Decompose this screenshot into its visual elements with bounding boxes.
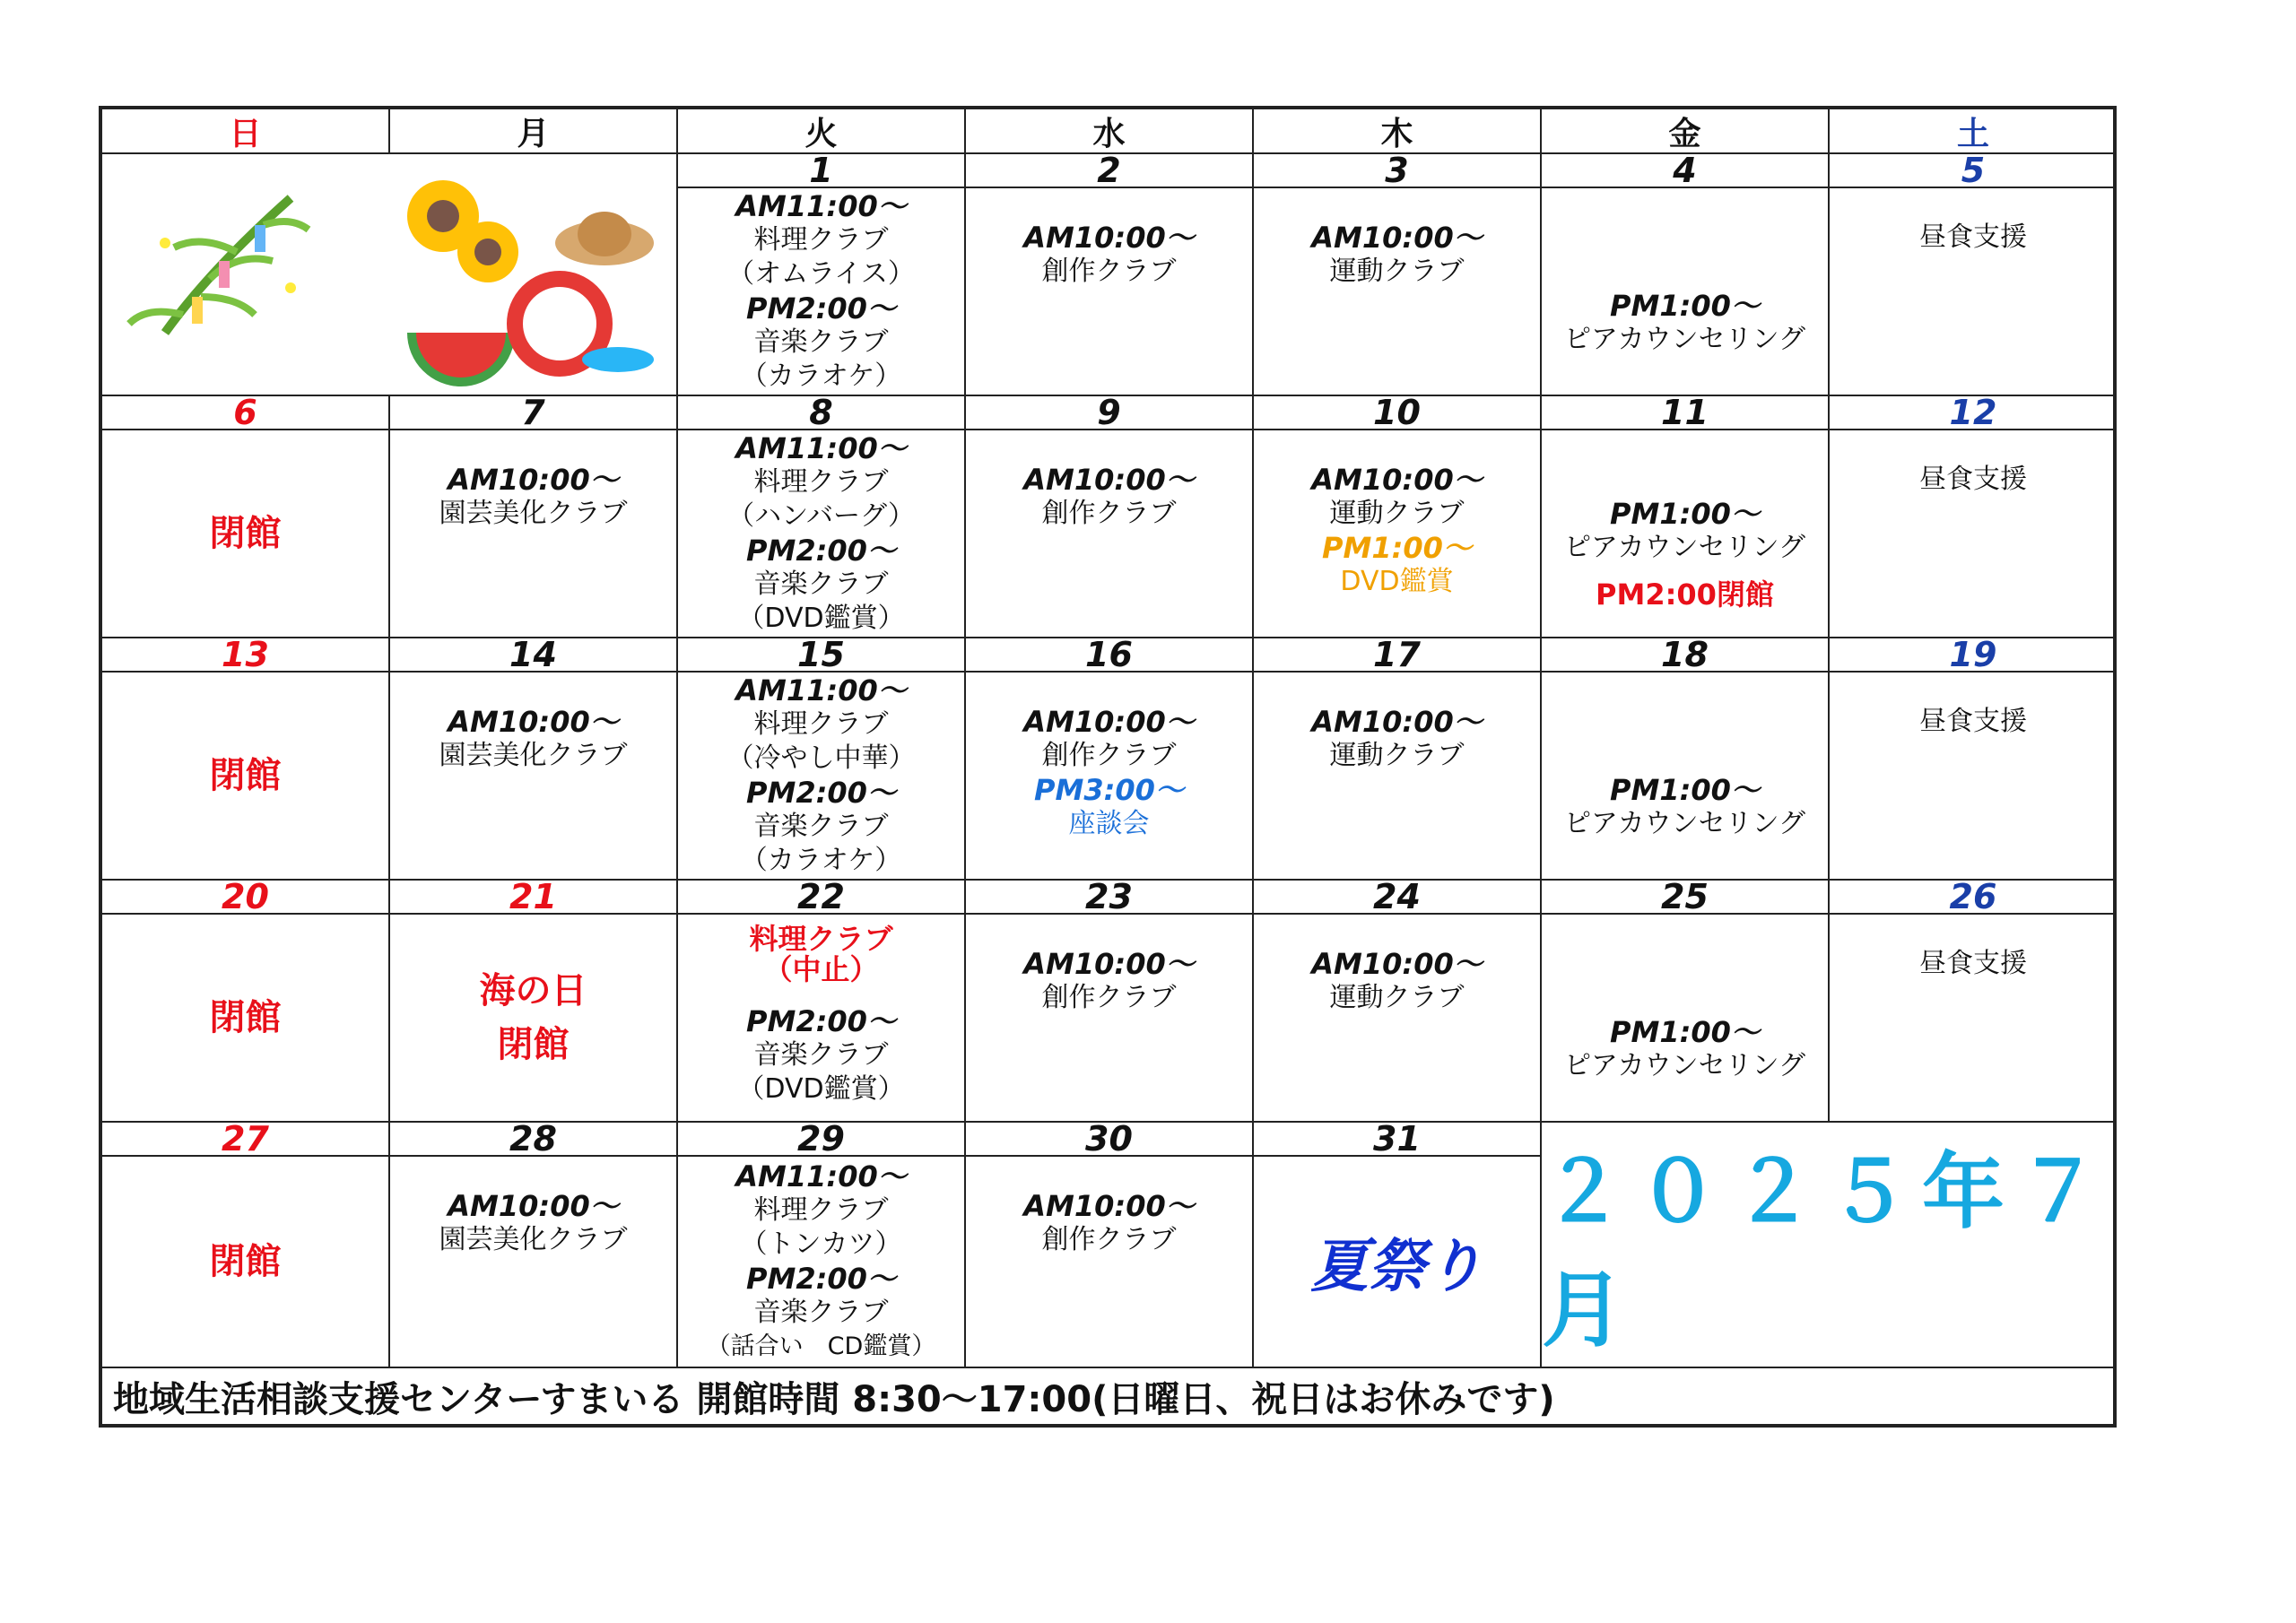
day-cell-5: 昼食支援: [1830, 188, 2117, 396]
day-number: 22: [678, 881, 966, 915]
weekday-wed: 水: [966, 109, 1254, 154]
day-cell-25: PM1:00～ ピアカウンセリング: [1542, 915, 1830, 1123]
day-number: 31: [1254, 1123, 1542, 1157]
day-cell-20: 閉館: [102, 915, 390, 1123]
day-cell-9: AM10:00～ 創作クラブ: [966, 430, 1254, 638]
day-number: 23: [966, 881, 1254, 915]
day-number: 26: [1830, 881, 2117, 915]
day-cell-22: 料理クラブ （中止） PM2:00～ 音楽クラブ （DVD鑑賞）: [678, 915, 966, 1123]
weekday-sun: 日: [102, 109, 390, 154]
day-number: 6: [102, 396, 390, 430]
day-number: 29: [678, 1123, 966, 1157]
day-cell-12: 昼食支援: [1830, 430, 2117, 638]
day-number: 4: [1542, 154, 1830, 188]
weekday-thu: 木: [1254, 109, 1542, 154]
day-cell-11: PM1:00～ ピアカウンセリング PM2:00閉館: [1542, 430, 1830, 638]
day-number: 2: [966, 154, 1254, 188]
weekday-mon: 月: [390, 109, 678, 154]
day-cell-4: PM1:00～ ピアカウンセリング: [1542, 188, 1830, 396]
day-number: 1: [678, 154, 966, 188]
day-cell-6: 閉館: [102, 430, 390, 638]
day-cell-16: AM10:00～ 創作クラブ PM3:00～ 座談会: [966, 673, 1254, 881]
day-number: 9: [966, 396, 1254, 430]
summer-sunflower-watermelon-icon: [407, 180, 654, 386]
day-number: 13: [102, 638, 390, 673]
day-number: 10: [1254, 396, 1542, 430]
tanabata-bamboo-icon: [129, 198, 309, 333]
day-cell-30: AM10:00～ 創作クラブ: [966, 1157, 1254, 1368]
day-cell-26: 昼食支援: [1830, 915, 2117, 1123]
day-cell-29: AM11:00～ 料理クラブ （トンカツ） PM2:00～ 音楽クラブ （話合い CD鑑賞）: [678, 1157, 966, 1368]
calendar: [99, 106, 2117, 1428]
day-cell-23: AM10:00～ 創作クラブ: [966, 915, 1254, 1123]
footer-opening-hours: 地域生活相談支援センターすまいる 開館時間 8:30～17:00(日曜日、祝日はお休みです): [102, 1367, 2113, 1424]
day-number: 24: [1254, 881, 1542, 915]
day-cell-31: [1254, 1157, 1542, 1368]
day-number: 17: [1254, 638, 1542, 673]
day-cell-1: AM11:00～ 料理クラブ （オムライス） PM2:00～ 音楽クラブ （カラオケ）: [678, 188, 966, 396]
summer-festival-label: 夏祭り: [1310, 1234, 1483, 1300]
weekday-fri: 金: [1542, 109, 1830, 154]
day-cell-2: AM10:00～ 創作クラブ: [966, 188, 1254, 396]
decoration-area: [102, 154, 678, 396]
month-title: ２０２５年７月: [1542, 1123, 2117, 1368]
day-number: 21: [390, 881, 678, 915]
day-cell-10: AM10:00～ 運動クラブ PM1:00～ DVD鑑賞: [1254, 430, 1542, 638]
day-cell-14: AM10:00～ 園芸美化クラブ: [390, 673, 678, 881]
day-number: 8: [678, 396, 966, 430]
day-number: 11: [1542, 396, 1830, 430]
day-number: 15: [678, 638, 966, 673]
weekday-sat: 土: [1830, 109, 2117, 154]
day-number: 7: [390, 396, 678, 430]
day-number: 30: [966, 1123, 1254, 1157]
day-cell-18: PM1:00～ ピアカウンセリング: [1542, 673, 1830, 881]
day-cell-24: AM10:00～ 運動クラブ: [1254, 915, 1542, 1123]
day-cell-21: 海の日 閉館: [390, 915, 678, 1123]
weekday-tue: 火: [678, 109, 966, 154]
day-number: 5: [1830, 154, 2117, 188]
summer-illustrations: [111, 162, 667, 386]
day-cell-17: AM10:00～ 運動クラブ: [1254, 673, 1542, 881]
day-cell-28: AM10:00～ 園芸美化クラブ: [390, 1157, 678, 1368]
day-number: 28: [390, 1123, 678, 1157]
day-number: 14: [390, 638, 678, 673]
day-cell-27: 閉館: [102, 1157, 390, 1368]
day-cell-7: AM10:00～ 園芸美化クラブ: [390, 430, 678, 638]
day-number: 16: [966, 638, 1254, 673]
day-number: 25: [1542, 881, 1830, 915]
day-number: 20: [102, 881, 390, 915]
day-number: 19: [1830, 638, 2117, 673]
day-cell-13: 閉館: [102, 673, 390, 881]
day-number: 18: [1542, 638, 1830, 673]
day-cell-19: 昼食支援: [1830, 673, 2117, 881]
day-cell-15: AM11:00～ 料理クラブ （冷やし中華） PM2:00～ 音楽クラブ （カラオケ）: [678, 673, 966, 881]
day-cell-8: AM11:00～ 料理クラブ （ハンバーグ） PM2:00～ 音楽クラブ （DVD鑑賞）: [678, 430, 966, 638]
day-number: 12: [1830, 396, 2117, 430]
day-number: 27: [102, 1123, 390, 1157]
day-number: 3: [1254, 154, 1542, 188]
day-cell-3: AM10:00～ 運動クラブ: [1254, 188, 1542, 396]
